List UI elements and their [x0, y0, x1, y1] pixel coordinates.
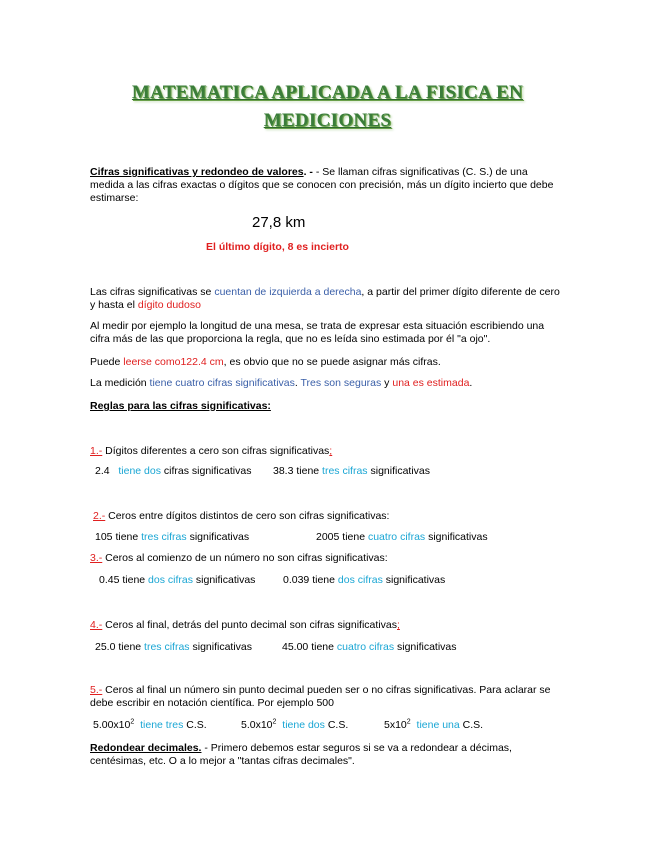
rule-1 [90, 445, 565, 458]
text: significativas [192, 574, 256, 586]
number: 0.45 [99, 574, 120, 586]
text: . [469, 377, 473, 389]
text: tiene [112, 531, 142, 543]
highlight-text: dígito dudoso [137, 299, 201, 311]
text: tiene [119, 574, 149, 586]
rule-4-example-a [95, 641, 252, 653]
rule-5-example-c [384, 719, 483, 731]
text: C.S. [183, 719, 207, 731]
rule-end: ; [397, 619, 400, 631]
text: C.S. [459, 719, 484, 731]
highlight-text: tres cifras [144, 641, 190, 653]
rule-end: ; [329, 445, 333, 457]
text: . [294, 377, 301, 389]
rule-3-example-b [283, 574, 445, 586]
text: significativas [382, 574, 446, 586]
highlight-text: Tres son seguras [300, 377, 382, 389]
rounding-text: - Primero debemos estar seguros si se va a redondear a décimas, centésimas, etc. O a lo mejor a "tantas cifras decimales". [90, 742, 512, 767]
text: significativas [367, 465, 431, 477]
text: , a partir del primer dígito diferente de cero y hasta el [90, 286, 560, 311]
text: significativas [186, 531, 250, 543]
number: 2005 [316, 531, 340, 543]
rule-number: 5.- [90, 684, 103, 696]
rule-text: Dígitos diferentes a cero son cifras significativas [102, 445, 330, 457]
intro-heading: Cifras significativas y redondeo de valores [90, 166, 304, 178]
intro-paragraph [90, 166, 565, 205]
rules-heading: Reglas para las cifras significativas: [90, 400, 271, 412]
rule-5-example-a [93, 719, 207, 731]
highlight-text: tiene dos [118, 465, 161, 477]
highlight-text: tres cifras [322, 465, 368, 477]
text: La medición [90, 377, 150, 389]
highlight-text: cuentan de izquierda a derecha [214, 286, 362, 298]
text: cifras significativas [161, 465, 252, 477]
text: C.S. [324, 719, 349, 731]
paragraph-measurement [90, 377, 565, 390]
rule-number: 3.- [90, 552, 103, 564]
rule-2 [93, 510, 389, 522]
highlight-text: dos cifras [148, 574, 193, 586]
number: 5x10 [384, 719, 407, 731]
rule-1-example-b [273, 465, 430, 477]
paragraph-count-direction [90, 286, 565, 312]
text: tiene [309, 574, 338, 586]
highlight-text: cuatro cifras [336, 641, 395, 653]
rule-4 [90, 619, 565, 632]
rule-number: 4.- [90, 619, 103, 631]
exponent: 2 [130, 718, 135, 726]
rule-1-example-a [95, 465, 251, 477]
rule-3 [90, 552, 565, 565]
number: 38.3 [273, 465, 294, 477]
number: 0.039 [283, 574, 310, 586]
exponent: 2 [406, 718, 411, 726]
highlight-text: cuatro cifras [367, 531, 426, 543]
intro-text: - Se llaman cifras significativas (C. S.) de una medida a las cifras exactas o dígitos que se conocen con precisión, más un dígito incierto que debe estimarse: [90, 166, 554, 204]
number: 2.4 [95, 465, 110, 477]
text: tiene [293, 465, 323, 477]
paragraph-reading [90, 356, 565, 369]
highlight-text: tiene dos [282, 719, 325, 731]
highlight-text: tiene tres [140, 719, 184, 731]
rounding-heading: Redondear decimales. [90, 742, 202, 754]
text: , es obvio que no se puede asignar más cifras. [223, 356, 441, 368]
rule-number: 2.- [93, 510, 106, 522]
highlight-text: tiene una [416, 719, 460, 731]
text: Puede [90, 356, 124, 368]
example-note: El último dígito, 8 es incierto [206, 241, 349, 253]
rule-2-example-a [95, 531, 249, 543]
rule-3-example-a [99, 574, 255, 586]
text: y [381, 377, 393, 389]
rule-5-example-b [241, 719, 348, 731]
number: 25.0 [95, 641, 116, 653]
rule-text: Ceros al comienzo de un número no son cifras significativas: [102, 552, 388, 564]
exponent: 2 [272, 718, 277, 726]
text: Las cifras significativas se [90, 286, 215, 298]
text: significativas [425, 531, 488, 543]
text: significativas [394, 641, 457, 653]
highlight-text: tres cifras [141, 531, 187, 543]
text: significativas [189, 641, 253, 653]
intro-dash: . - [303, 166, 316, 178]
highlight-text: una es estimada [392, 377, 470, 389]
page-title-line-1: MATEMATICA APLICADA A LA FISICA EN [131, 82, 524, 103]
number: 45.00 tiene [282, 641, 337, 653]
page-title-line-2: MEDICIONES [263, 110, 392, 131]
rule-number: 1.- [90, 445, 103, 457]
number: 5.00x10 [93, 719, 131, 731]
number: 5.0x10 [241, 719, 273, 731]
paragraph-measuring: Al medir por ejemplo la longitud de una mesa, se trata de expresar esta situación escribiendo una cifra más de las que proporciona la regla, que no es leída sino estimada por él "a ojo". [90, 320, 545, 345]
text: tiene [339, 531, 368, 543]
rounding-paragraph [90, 742, 565, 768]
example-value: 27,8 km [252, 214, 306, 231]
rule-5 [90, 684, 565, 710]
highlight-text: dos cifras [337, 574, 383, 586]
rule-text: Ceros entre dígitos distintos de cero son cifras significativas: [105, 510, 390, 522]
highlight-text: leerse como122.4 cm [123, 356, 224, 368]
number: 105 [95, 531, 113, 543]
text: tiene [115, 641, 145, 653]
rule-4-example-b [282, 641, 457, 653]
highlight-text: tiene cuatro cifras significativas [149, 377, 295, 389]
rule-text: Ceros al final un número sin punto decimal pueden ser o no cifras significativas. Para aclarar se debe escribir en notación científica. Por ejemplo 500 [90, 684, 551, 709]
rule-text: Ceros al final, detrás del punto decimal son cifras significativas [102, 619, 397, 631]
rule-2-example-b [316, 531, 488, 543]
